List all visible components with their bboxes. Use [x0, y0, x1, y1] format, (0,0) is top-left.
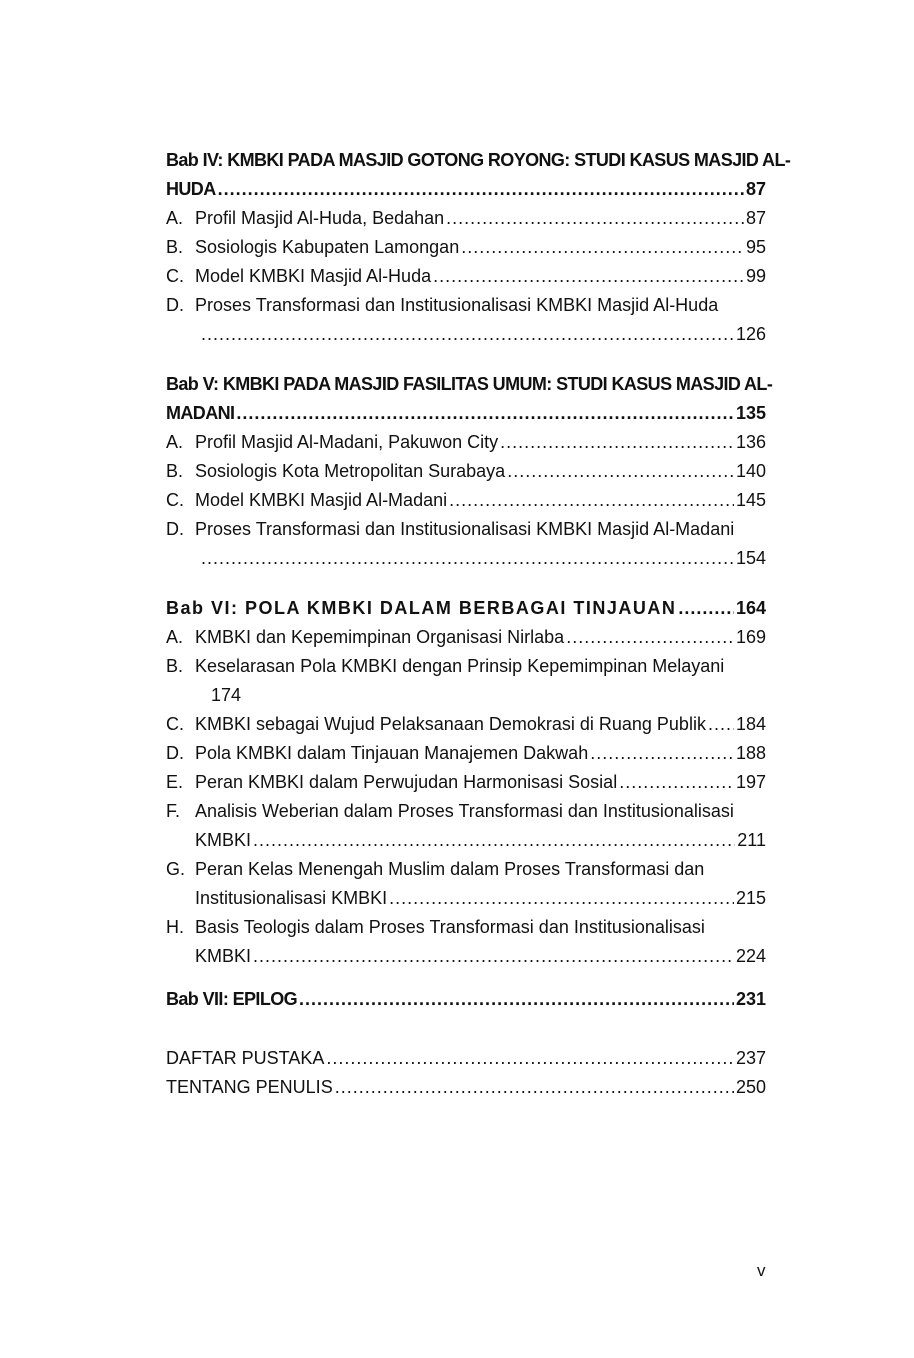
chapter-6-page: 164: [735, 598, 766, 618]
about-author-title: TENTANG PENULIS: [166, 1077, 333, 1097]
item-letter: E.: [166, 772, 184, 792]
dot-leader: [253, 942, 734, 971]
chapter-7-title: Bab VII: EPILOG: [166, 989, 298, 1009]
item-page: 169: [735, 627, 766, 647]
toc-item: [166, 204, 766, 233]
dot-leader: [389, 884, 734, 913]
item-letter: G.: [166, 859, 186, 879]
item-text: Sosiologis Kota Metropolitan Surabaya: [195, 461, 506, 481]
chapter-7: [166, 985, 766, 1014]
dot-leader: [708, 710, 734, 739]
dot-leader: [326, 1044, 734, 1073]
dot-leader: [500, 428, 734, 457]
toc-item: [166, 486, 766, 515]
toc-item: [166, 428, 766, 457]
chapter-5-page: 135: [735, 403, 766, 423]
dot-leader: [433, 262, 744, 291]
item-text: Sosiologis Kabupaten Lamongan: [195, 237, 460, 257]
item-page: 184: [735, 714, 766, 734]
item-letter: B.: [166, 461, 184, 481]
item-text-cont: KMBKI: [195, 946, 252, 966]
item-page: 99: [745, 266, 766, 286]
item-page: 87: [745, 208, 766, 228]
item-letter: A.: [166, 432, 184, 452]
item-text: Proses Transformasi dan Institusionalisasi KMBKI Masjid Al-Madani: [195, 519, 735, 539]
item-letter: D.: [166, 295, 184, 315]
item-text: Analisis Weberian dalam Proses Transformasi dan Institusionalisasi: [195, 801, 734, 821]
dot-leader: [678, 594, 734, 623]
dot-leader: [335, 1073, 734, 1102]
about-author-entry: [166, 1073, 766, 1102]
item-page: 211: [737, 830, 766, 850]
item-letter: A.: [166, 627, 184, 647]
toc-item: [166, 623, 766, 652]
item-text: Model KMBKI Masjid Al-Madani: [195, 490, 448, 510]
item-page: 126: [735, 324, 766, 344]
item-page: 215: [735, 888, 766, 908]
dot-leader: [201, 544, 734, 573]
dot-leader: [449, 486, 734, 515]
chapter-6: [166, 594, 766, 971]
item-text: Peran Kelas Menengah Muslim dalam Proses Transformasi dan: [195, 859, 705, 879]
item-letter: D.: [166, 519, 184, 539]
chapter-4: [166, 146, 791, 349]
item-page: 188: [735, 743, 766, 763]
chapter-5-title: Bab V: KMBKI PADA MASJID FASILITAS UMUM: STUDI KASUS MASJID AL-: [166, 374, 773, 394]
dot-leader: [507, 457, 734, 486]
toc-item: [166, 262, 766, 291]
item-text-cont: KMBKI: [195, 830, 252, 850]
toc-item: [166, 652, 766, 710]
item-letter: C.: [166, 266, 184, 286]
dot-leader: [566, 623, 734, 652]
about-author-page: 250: [735, 1077, 766, 1097]
dot-leader: [236, 399, 734, 428]
toc-item: [166, 457, 766, 486]
dot-leader: [201, 320, 734, 349]
item-letter: D.: [166, 743, 184, 763]
item-page: 95: [745, 237, 766, 257]
item-page: 224: [735, 946, 766, 966]
item-page: 145: [735, 490, 766, 510]
toc-item: [166, 768, 766, 797]
toc-item: [166, 855, 766, 913]
item-text: Basis Teologis dalam Proses Transformasi dan Institusionalisasi: [195, 917, 705, 937]
chapter-7-page: 231: [735, 989, 766, 1009]
chapter-4-title-line2: HUDA: [166, 179, 216, 199]
chapter-4-title-cont: [166, 175, 766, 204]
item-letter: A.: [166, 208, 184, 228]
item-page: 140: [735, 461, 766, 481]
item-letter: B.: [166, 237, 184, 257]
item-text: Profil Masjid Al-Huda, Bedahan: [195, 208, 445, 228]
table-of-contents: [166, 146, 791, 1102]
bibliography-page: 237: [735, 1048, 766, 1068]
toc-item: [166, 515, 766, 573]
dot-leader: [253, 826, 735, 855]
chapter-4-title: Bab IV: KMBKI PADA MASJID GOTONG ROYONG: STUDI KASUS MASJID AL-: [166, 150, 791, 170]
dot-leader: [619, 768, 734, 797]
toc-item: [166, 291, 766, 349]
item-page: 197: [735, 772, 766, 792]
item-text: KMBKI dan Kepemimpinan Organisasi Nirlaba: [195, 627, 565, 647]
toc-item: [166, 233, 766, 262]
item-page: 174: [211, 685, 242, 705]
item-text: Model KMBKI Masjid Al-Huda: [195, 266, 432, 286]
item-text: Profil Masjid Al-Madani, Pakuwon City: [195, 432, 499, 452]
item-text: Pola KMBKI dalam Tinjauan Manajemen Dakwah: [195, 743, 589, 763]
item-letter: B.: [166, 656, 184, 676]
chapter-6-title-row: [166, 594, 766, 623]
item-letter: C.: [166, 490, 184, 510]
dot-leader: [461, 233, 744, 262]
bibliography-title: DAFTAR PUSTAKA: [166, 1048, 325, 1068]
chapter-5-title-line2: MADANI: [166, 403, 235, 423]
chapter-6-title: Bab VI: POLA KMBKI DALAM BERBAGAI TINJAUAN: [166, 598, 677, 618]
chapter-5: [166, 370, 773, 573]
item-letter: F.: [166, 801, 181, 821]
item-text: Peran KMBKI dalam Perwujudan Harmonisasi Sosial: [195, 772, 618, 792]
toc-item: [166, 710, 766, 739]
dot-leader: [218, 175, 744, 204]
item-text: Keselarasan Pola KMBKI dengan Prinsip Kepemimpinan Melayani: [195, 656, 725, 676]
dot-leader: [446, 204, 744, 233]
item-text: Proses Transformasi dan Institusionalisasi KMBKI Masjid Al-Huda: [195, 295, 719, 315]
toc-item: [166, 913, 766, 971]
item-page: 154: [735, 548, 766, 568]
toc-item: [166, 797, 766, 855]
item-letter: C.: [166, 714, 184, 734]
item-letter: H.: [166, 917, 184, 937]
toc-item: [166, 739, 766, 768]
chapter-5-title-cont: [166, 399, 766, 428]
bibliography-entry: [166, 1044, 766, 1073]
dot-leader: [299, 985, 734, 1014]
item-text-cont: Institusionalisasi KMBKI: [195, 888, 388, 908]
chapter-4-page: 87: [745, 179, 766, 199]
page-number: v: [757, 1261, 766, 1280]
item-page: 136: [735, 432, 766, 452]
dot-leader: [590, 739, 734, 768]
item-text: KMBKI sebagai Wujud Pelaksanaan Demokrasi di Ruang Publik: [195, 714, 706, 734]
